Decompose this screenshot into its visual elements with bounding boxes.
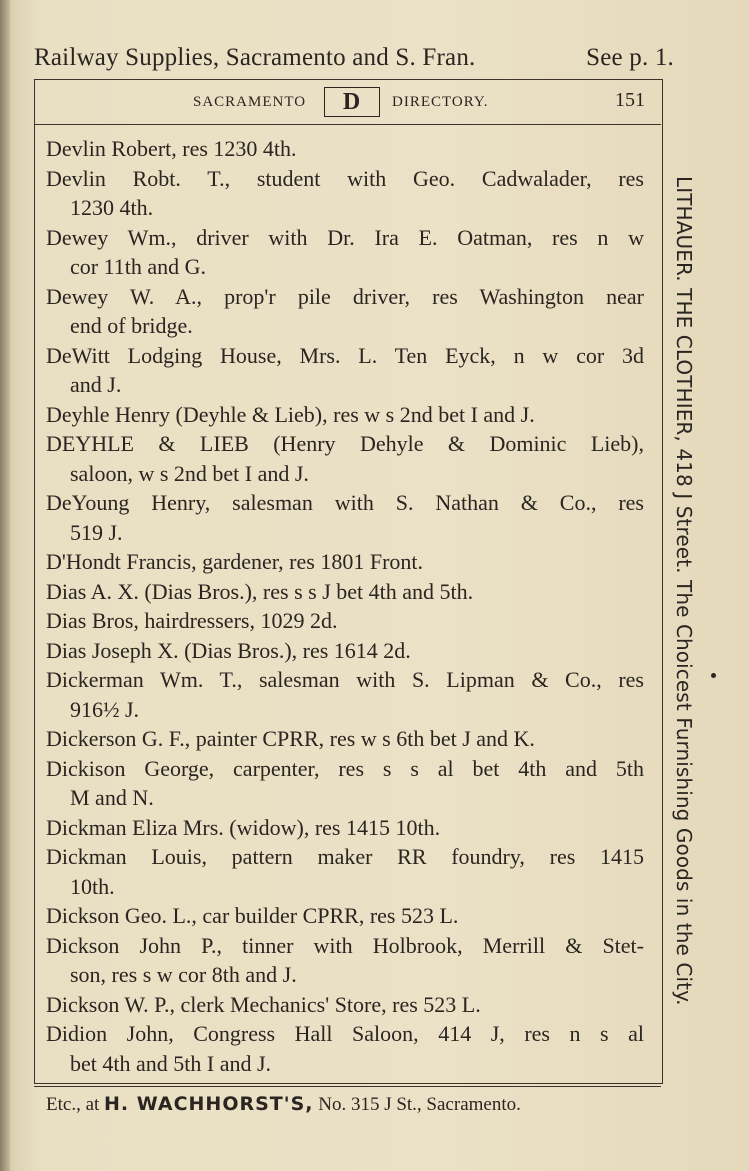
- entry-first-line: Dias Joseph X. (Dias Bros.), res 1614 2d.: [46, 637, 411, 663]
- bottom-ad-suffix: No. 315 J St., Sacramento.: [318, 1094, 521, 1115]
- entry-first-line: D'Hondt Francis, gardener, res 1801 Front.: [46, 549, 424, 574]
- entry-first-line: DeYoung Henry, salesman with S. Nathan & Co., res: [46, 490, 644, 515]
- entry-first-line: Dickson Geo. L., car builder CPRR, res 523 L.: [46, 903, 459, 928]
- entry-first-line: Dickerson G. F., painter CPRR, res w s 6th bet J and K.: [46, 726, 535, 751]
- entry-first-line: Deyhle Henry (Deyhle & Lieb), res w s 2nd bet I and J.: [46, 401, 535, 427]
- directory-entry: [46, 577, 644, 607]
- entry-first-line: Dickson John P., tinner with Holbrook, Merrill & Stet-: [46, 932, 644, 958]
- bottom-ad-merchant-name: H. WACHHORST'S,: [104, 1093, 314, 1115]
- directory-entry: [46, 547, 644, 577]
- directory-entry: [46, 724, 644, 754]
- top-ad-text: Railway Supplies, Sacramento and S. Fran.: [34, 44, 476, 71]
- directory-entry: [46, 223, 644, 282]
- entry-continuation-line: 1230 4th.: [70, 195, 154, 220]
- entry-continuation-line: 916½ J.: [70, 696, 140, 722]
- entry-first-line: Devlin Robert, res 1230 4th.: [46, 136, 297, 161]
- directory-entry: [46, 429, 644, 488]
- directory-entry: [46, 665, 644, 724]
- directory-entry: [46, 1019, 644, 1078]
- page-number: 151: [615, 89, 645, 111]
- entry-first-line: DeWitt Lodging House, Mrs. L. Ten Eyck, n w cor 3d: [46, 342, 644, 368]
- directory-entry: [46, 164, 644, 223]
- entry-continuation-line: and J.: [70, 372, 122, 397]
- entry-first-line: Dickison George, carpenter, res s s al bet 4th and 5th: [46, 755, 644, 781]
- entry-first-line: Dickman Eliza Mrs. (widow), res 1415 10th.: [46, 814, 441, 840]
- entry-first-line: Dickson W. P., clerk Mechanics' Store, res 523 L.: [46, 991, 481, 1017]
- entry-continuation-line: M and N.: [70, 785, 154, 810]
- entry-first-line: Dickman Louis, pattern maker RR foundry, res 1415: [46, 844, 644, 869]
- entry-first-line: Dias Bros, hairdressers, 1029 2d.: [46, 608, 338, 633]
- book-spine-shadow: [0, 0, 10, 1171]
- entry-continuation-line: son, res s w cor 8th and J.: [70, 962, 297, 987]
- entry-first-line: Didion John, Congress Hall Saloon, 414 J, res n s al: [46, 1021, 644, 1046]
- entry-first-line: Dewey Wm., driver with Dr. Ira E. Oatman, res n w: [46, 224, 644, 250]
- directory-entry: [46, 400, 644, 430]
- bottom-advertisement: [46, 1093, 521, 1116]
- directory-entry: [46, 606, 644, 636]
- section-letter-box: D: [324, 87, 380, 117]
- entry-first-line: Dickerman Wm. T., salesman with S. Lipman & Co., res: [46, 667, 644, 692]
- directory-entries: [46, 134, 644, 1078]
- directory-entry: [46, 134, 644, 164]
- ink-dot: [711, 673, 716, 678]
- directory-entry: [46, 813, 644, 843]
- top-ad-see-reference: See p. 1.: [586, 44, 674, 71]
- entry-first-line: Devlin Robt. T., student with Geo. Cadwalader, res: [46, 165, 644, 191]
- directory-entry: [46, 842, 644, 901]
- entry-first-line: Dias A. X. (Dias Bros.), res s s J bet 4th and 5th.: [46, 578, 474, 604]
- entry-continuation-line: 519 J.: [70, 519, 123, 545]
- directory-entry: [46, 282, 644, 341]
- top-advertisement: [34, 44, 674, 72]
- running-head-city: SACRAMENTO: [193, 94, 307, 110]
- directory-entry: [46, 488, 644, 547]
- directory-entry: [46, 931, 644, 990]
- entry-first-line: DEYHLE & LIEB (Henry Dehyle & Dominic Lieb),: [46, 431, 644, 456]
- directory-entry: [46, 901, 644, 931]
- entry-continuation-line: bet 4th and 5th I and J.: [70, 1050, 272, 1076]
- directory-entry: [46, 636, 644, 666]
- running-head-directory: DIRECTORY.: [392, 94, 489, 110]
- directory-entry: [46, 754, 644, 813]
- directory-entry: [46, 990, 644, 1020]
- running-head: [34, 87, 661, 121]
- bottom-ad-prefix: Etc., at: [46, 1094, 100, 1115]
- footer-rule: [34, 1086, 661, 1087]
- entry-first-line: Dewey W. A., prop'r pile driver, res Washington near: [46, 283, 644, 309]
- side-ad-text: LITHAUER. THE CLOTHIER, 418 J Street. The Choicest Furnishing Goods in the City.: [672, 176, 696, 1006]
- directory-entry: [46, 341, 644, 400]
- header-rule: [34, 124, 661, 125]
- entry-continuation-line: saloon, w s 2nd bet I and J.: [70, 460, 309, 486]
- entry-continuation-line: end of bridge.: [70, 313, 193, 338]
- entry-continuation-line: 10th.: [70, 873, 115, 899]
- entry-continuation-line: cor 11th and G.: [70, 254, 207, 279]
- side-advertisement: [670, 176, 700, 1006]
